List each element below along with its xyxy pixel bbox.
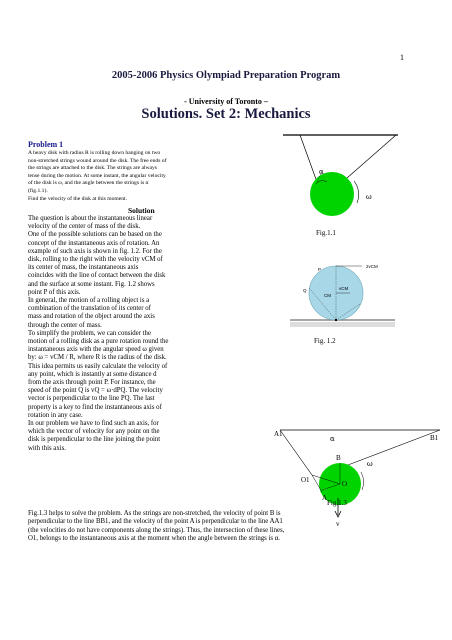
solution-line: perpendicular to the line BB1, and the velocity of the point A is perpendicular to the line AA1 [28, 518, 283, 526]
solution-line: any point, which is instantly at some distance d [28, 370, 157, 378]
problem-line: of the disk is ω, and the angle between the strings is α [28, 180, 149, 187]
page-number: 1 [400, 53, 404, 62]
problem-heading: Problem 1 [28, 140, 64, 149]
label-2vcm: 2vCM [366, 264, 378, 269]
solution-heading: Solution [128, 206, 155, 215]
point-p [335, 319, 337, 321]
label-vcm: vCM [339, 286, 349, 291]
solution-line: Fig.1.3 helps to solve the problem. As the strings are non-stretched, the velocity of point B is [28, 510, 281, 517]
solution-line: disk is perpendicular to the line joining the point [28, 436, 161, 444]
rotation-arrow-icon [361, 472, 364, 490]
solution-line: One of the possible solutions can be based on the [28, 231, 162, 239]
problem-line: non-stretched strings wound around the disk. The free ends of [28, 157, 167, 164]
solution-line: point P of this axis. [28, 288, 81, 296]
solution-line: vector is perpendicular to the line PQ. The last [28, 395, 155, 403]
solution-line: concept of the instantaneous axis of rotation. An [28, 239, 160, 247]
university-line: - University of Toronto – [184, 97, 268, 106]
solution-line: In general, the motion of a rolling object is a [28, 297, 150, 305]
omega-label: ω [366, 193, 372, 201]
problem-line: tense during the motion. At some instant, the angular velocity [28, 172, 166, 179]
alpha-label: α [319, 168, 324, 176]
left-string [300, 135, 317, 182]
figure-1-3 [274, 430, 440, 528]
solution-line: coincides with the line of contact between the disk [28, 272, 166, 280]
label-o1: O1 [301, 476, 310, 484]
solutions-title: Solutions. Set 2: Mechanics [141, 106, 311, 122]
solution-line: O1, belongs to the instantaneous axis at the moment when the angle between the strings is α. [28, 534, 280, 542]
label-cm: CM [324, 293, 331, 298]
solution-line: by: ω = vCM / R, where R is the radius of the disk. [28, 354, 167, 362]
right-string [347, 135, 396, 178]
solution-line: property is a key to find the instantaneous axis of [28, 403, 162, 411]
solution-line: In our problem we have to find such an axis, for [28, 420, 159, 428]
label-a1: A1 [274, 430, 283, 438]
solution-line: velocity of the center of mass of the disk. [28, 223, 141, 231]
line-b1-b [340, 430, 440, 468]
solution-line: This idea permits us easily calculate the velocity of [28, 362, 168, 370]
solution-line: with this axis. [28, 444, 66, 452]
fig-caption: Fig.1.3 [327, 499, 347, 507]
solution-line: and the surface at some instant. Fig. 1.2 shows [28, 280, 155, 288]
solution-line: rotation in any case. [28, 411, 83, 419]
label-o: O [342, 480, 348, 488]
solution-line: which the vector of velocity for any point on the [28, 428, 160, 436]
omega-label: ω [367, 460, 373, 468]
rotation-arrow-icon [354, 181, 359, 203]
solution-line: (the velocities do not have components along the strings). Thus, the intersection of these lines, [28, 526, 285, 534]
solution-line: motion of a rolling disk as a pure rotation round the [28, 338, 169, 346]
fig-caption: Fig. 1.2 [314, 337, 336, 345]
solution-line: To simplify the problem, we can consider the [28, 329, 151, 337]
green-disk [310, 172, 354, 216]
solution-line: disk, rolling to the right with the velocity vCM of [28, 256, 163, 264]
solution-line: speed of the point Q is vQ = ω·dPQ. The velocity [28, 387, 163, 395]
label-q: Q [303, 288, 307, 293]
figure-1-1 [283, 135, 398, 237]
figure-1-2 [290, 264, 395, 345]
problem-line: Find the velocity of the disk at this moment. [28, 195, 127, 202]
solution-line: instantaneous axis with the angular speed ω given [28, 346, 164, 354]
label-b: B [336, 454, 341, 462]
solution-line: its center of mass, the instantaneous axis [28, 264, 139, 272]
alpha-label: α [330, 435, 335, 443]
line-a1-o1 [280, 430, 312, 475]
program-title: 2005-2006 Physics Olympiad Preparation Program [111, 70, 341, 81]
solution-line: through the center of mass. [28, 321, 102, 329]
solution-line: example of such axis is shown in fig. 1.2. For the [28, 247, 162, 255]
problem-line: A heavy disk with radius R is rolling down hanging on two [28, 150, 161, 156]
label-a: A [322, 494, 328, 502]
solution-line: from the axis through point P. For instance, the [28, 379, 156, 387]
solution-line: mass and rotation of the object around the axis [28, 313, 155, 321]
label-b1: B1 [430, 434, 439, 442]
label-p: P [318, 267, 322, 272]
solution-line: combination of the translation of its center of [28, 305, 151, 313]
label-v: v [336, 520, 340, 528]
fig-caption: Fig.1.1 [316, 229, 336, 237]
problem-line: the strings are attached to the disk. The strings are always [28, 165, 157, 172]
problem-line: (fig.1.1). [28, 187, 48, 194]
solution-line: The question is about the instantaneous linear [28, 215, 153, 222]
